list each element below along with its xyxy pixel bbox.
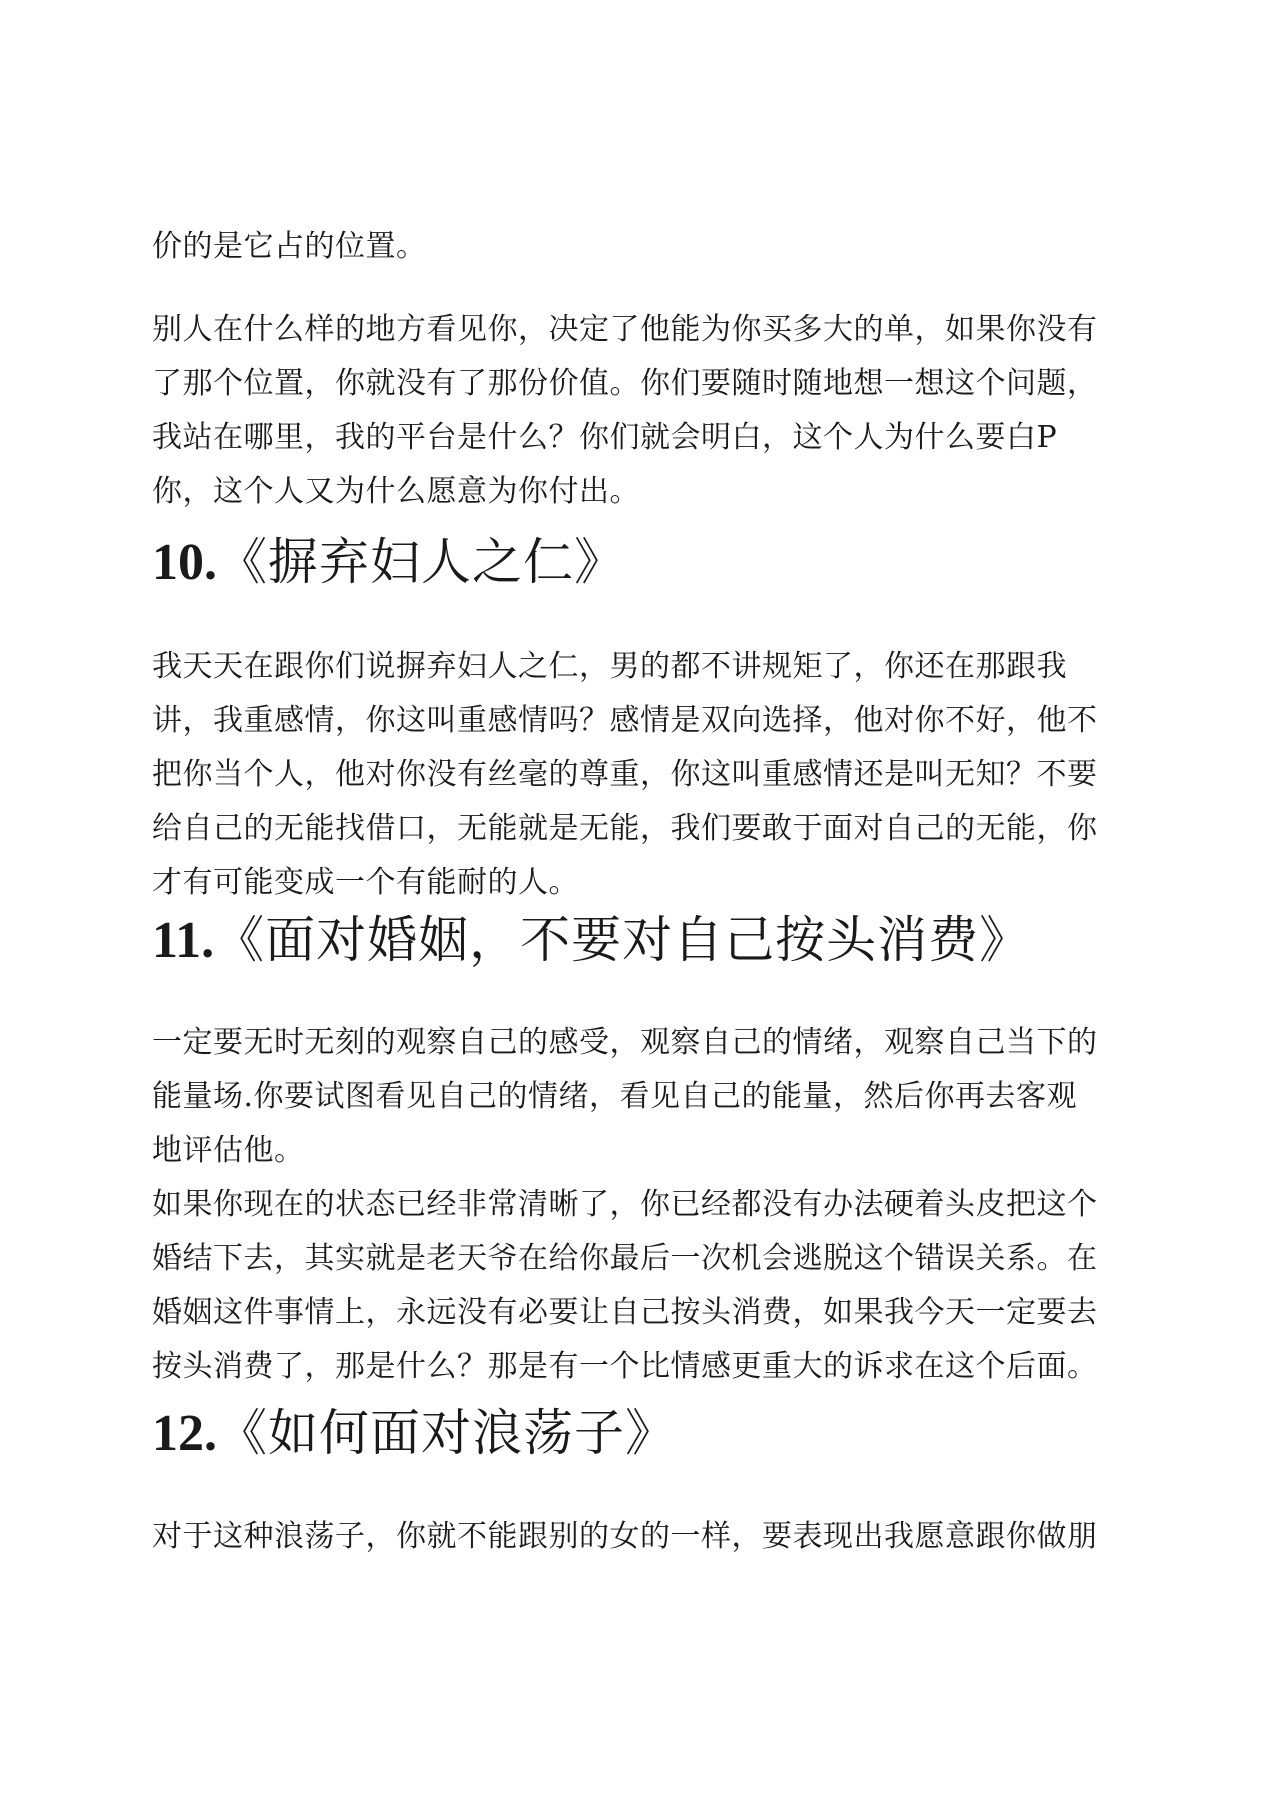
text-line: 我天天在跟你们说摒弃妇人之仁，男的都不讲规矩了，你还在那跟我 (152, 649, 1067, 684)
text-line: 能量场.你要试图看见自己的情绪，看见自己的能量，然后你再去客观 (152, 1079, 1078, 1114)
paragraph-4 (152, 1178, 1132, 1394)
section-number: 10. (152, 534, 217, 591)
text-line: 讲，我重感情，你这叫重感情吗？感情是双向选择，他对你不好，他不 (152, 703, 1098, 738)
text-line: 把你当个人，他对你没有丝毫的尊重，你这叫重感情还是叫无知？不要 (152, 757, 1098, 792)
text-line: 你，这个人又为什么愿意为你付出。 (152, 474, 640, 509)
paragraph-2 (152, 640, 1132, 910)
section-number: 11. (152, 912, 215, 969)
paragraph-3 (152, 1016, 1132, 1178)
section-heading-12 (152, 1393, 1132, 1473)
text-line: 别人在什么样的地方看见你，决定了他能为你买多大的单，如果你没有 (152, 312, 1098, 347)
paragraph-0 (152, 220, 1132, 274)
section-title: 《面对婚姻，不要对自己按头消费》 (214, 911, 1031, 969)
text-line: 给自己的无能找借口，无能就是无能，我们要敢于面对自己的无能，你 (152, 811, 1098, 846)
section-title: 《如何面对浪荡子》 (217, 1404, 676, 1462)
text-line: 了那个位置，你就没有了那份价值。你们要随时随地想一想这个问题， (152, 366, 1098, 401)
text-line: 才有可能变成一个有能耐的人。 (152, 865, 579, 900)
text-line: 价的是它占的位置。 (152, 229, 427, 264)
section-title: 《摒弃妇人之仁》 (217, 533, 625, 591)
section-heading-11 (152, 900, 1132, 980)
text-line: 按头消费了，那是什么？那是有一个比情感更重大的诉求在这个后面。 (152, 1349, 1098, 1384)
text-line: 如果你现在的状态已经非常清晰了，你已经都没有办法硬着头皮把这个 (152, 1187, 1098, 1222)
text-line: 地评估他。 (152, 1133, 305, 1168)
section-heading-10 (152, 522, 1132, 602)
paragraph-5 (152, 1510, 1132, 1564)
text-line: 婚结下去，其实就是老天爷在给你最后一次机会逃脱这个错误关系。在 (152, 1241, 1098, 1276)
text-line: 对于这种浪荡子，你就不能跟别的女的一样，要表现出我愿意跟你做朋 (152, 1519, 1098, 1554)
paragraph-1 (152, 303, 1132, 519)
section-number: 12. (152, 1405, 217, 1462)
text-line: 婚姻这件事情上，永远没有必要让自己按头消费，如果我今天一定要去 (152, 1295, 1098, 1330)
text-line: 我站在哪里，我的平台是什么？你们就会明白，这个人为什么要白P (152, 420, 1058, 455)
text-line: 一定要无时无刻的观察自己的感受，观察自己的情绪，观察自己当下的 (152, 1025, 1098, 1060)
